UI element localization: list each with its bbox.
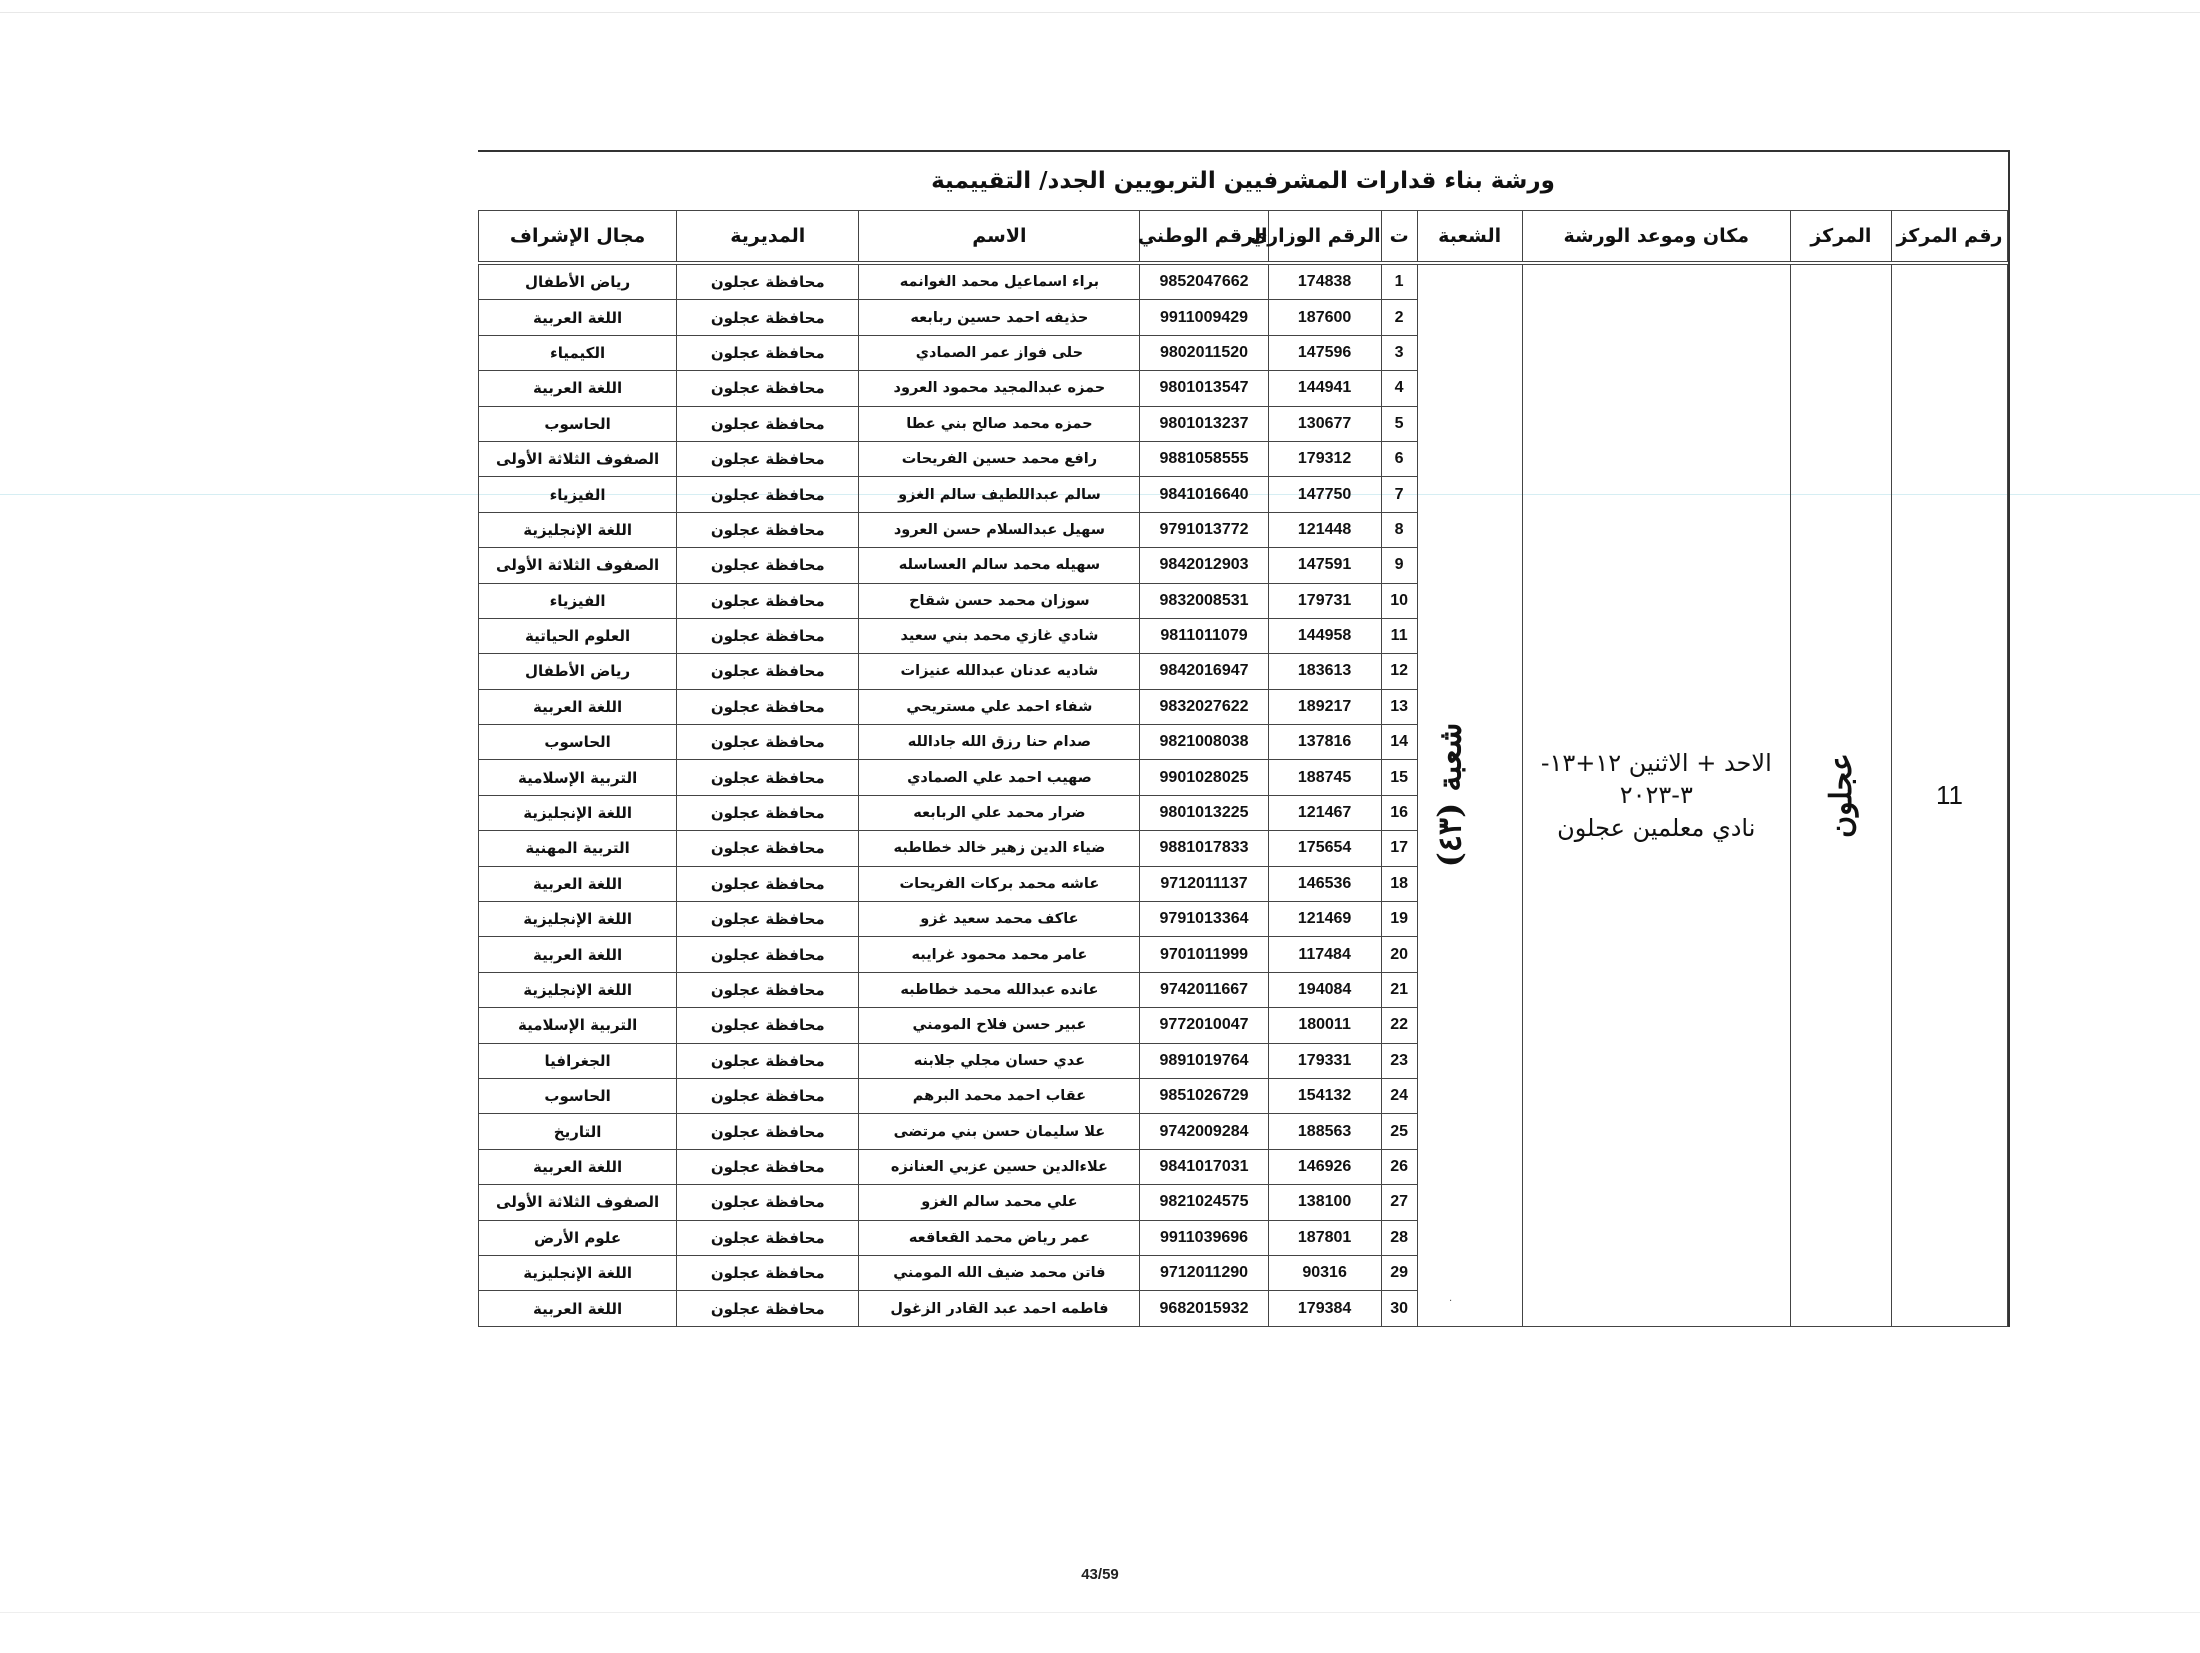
name-cell: حذيفه احمد حسين ربابعه: [859, 300, 1140, 335]
seq-cell: 14: [1381, 725, 1417, 760]
name-cell: ضرار محمد علي الربابعه: [859, 795, 1140, 830]
national-no-cell: 9841016640: [1140, 477, 1268, 512]
ministry-no-cell: 90316: [1268, 1255, 1381, 1290]
national-no-cell: 9791013364: [1140, 902, 1268, 937]
header-section: الشعبة: [1417, 211, 1522, 264]
national-no-cell: 9832027622: [1140, 689, 1268, 724]
directorate-cell: محافظة عجلون: [677, 406, 859, 441]
field-cell: العلوم الحياتية: [479, 618, 677, 653]
directorate-cell: محافظة عجلون: [677, 654, 859, 689]
ministry-no-cell: 179384: [1268, 1291, 1381, 1326]
ministry-no-cell: 175654: [1268, 831, 1381, 866]
field-cell: رياض الأطفال: [479, 263, 677, 300]
name-cell: عدي حسان مجلي جلابنه: [859, 1043, 1140, 1078]
name-cell: سالم عبداللطيف سالم الغزو: [859, 477, 1140, 512]
seq-cell: 10: [1381, 583, 1417, 618]
directorate-cell: محافظة عجلون: [677, 548, 859, 583]
section-text: شعبة (٤٣): [1430, 722, 1469, 868]
national-no-cell: 9802011520: [1140, 335, 1268, 370]
seq-cell: 11: [1381, 618, 1417, 653]
seq-cell: 24: [1381, 1078, 1417, 1113]
name-cell: علي محمد سالم الغزو: [859, 1185, 1140, 1220]
directorate-cell: محافظة عجلون: [677, 1078, 859, 1113]
directorate-cell: محافظة عجلون: [677, 371, 859, 406]
national-no-cell: 9701011999: [1140, 937, 1268, 972]
section-cell: [1417, 263, 1522, 1326]
header-field: مجال الإشراف: [479, 211, 677, 264]
name-cell: سوزان محمد حسن شقاح: [859, 583, 1140, 618]
name-cell: سهيله محمد سالم العساسله: [859, 548, 1140, 583]
directorate-cell: محافظة عجلون: [677, 1149, 859, 1184]
field-cell: اللغة الإنجليزية: [479, 512, 677, 547]
header-seq: ت: [1381, 211, 1417, 264]
field-cell: اللغة العربية: [479, 866, 677, 901]
field-cell: علوم الأرض: [479, 1220, 677, 1255]
field-cell: الحاسوب: [479, 725, 677, 760]
directorate-cell: محافظة عجلون: [677, 583, 859, 618]
seq-cell: 7: [1381, 477, 1417, 512]
field-cell: اللغة الإنجليزية: [479, 795, 677, 830]
name-cell: علاءالدين حسين عزبي العنانزه: [859, 1149, 1140, 1184]
ministry-no-cell: 174838: [1268, 263, 1381, 300]
field-cell: الصفوف الثلاثة الأولى: [479, 1185, 677, 1220]
name-cell: عاشه محمد بركات الفريحات: [859, 866, 1140, 901]
participants-table: [478, 210, 2008, 1327]
national-no-cell: 9881058555: [1140, 441, 1268, 476]
ministry-no-cell: 137816: [1268, 725, 1381, 760]
directorate-cell: محافظة عجلون: [677, 1220, 859, 1255]
seq-cell: 15: [1381, 760, 1417, 795]
center-name-cell: [1790, 263, 1891, 1326]
seq-cell: 12: [1381, 654, 1417, 689]
directorate-cell: محافظة عجلون: [677, 1255, 859, 1290]
field-cell: التربية المهنية: [479, 831, 677, 866]
seq-cell: 30: [1381, 1291, 1417, 1326]
header-ministry-no: الرقم الوزاري: [1268, 211, 1381, 264]
field-cell: اللغة العربية: [479, 1149, 677, 1184]
field-cell: اللغة العربية: [479, 937, 677, 972]
national-no-cell: 9772010047: [1140, 1008, 1268, 1043]
place-line-year: ٣-٢٠٢٣: [1619, 781, 1693, 810]
seq-cell: 9: [1381, 548, 1417, 583]
workshop-sheet: [478, 150, 2010, 1327]
ministry-no-cell: 179312: [1268, 441, 1381, 476]
seq-cell: 1: [1381, 263, 1417, 300]
directorate-cell: محافظة عجلون: [677, 689, 859, 724]
seq-cell: 4: [1381, 371, 1417, 406]
field-cell: اللغة العربية: [479, 371, 677, 406]
name-cell: شفاء احمد علي مستريحي: [859, 689, 1140, 724]
field-cell: اللغة العربية: [479, 689, 677, 724]
national-no-cell: 9832008531: [1140, 583, 1268, 618]
field-cell: الفيزياء: [479, 583, 677, 618]
national-no-cell: 9911039696: [1140, 1220, 1268, 1255]
national-no-cell: 9842016947: [1140, 654, 1268, 689]
directorate-cell: محافظة عجلون: [677, 795, 859, 830]
seq-cell: 17: [1381, 831, 1417, 866]
scan-artifact-line: [0, 1612, 2200, 1613]
directorate-cell: محافظة عجلون: [677, 335, 859, 370]
ministry-no-cell: 121467: [1268, 795, 1381, 830]
field-cell: الحاسوب: [479, 1078, 677, 1113]
ministry-no-cell: 187801: [1268, 1220, 1381, 1255]
national-no-cell: 9911009429: [1140, 300, 1268, 335]
seq-cell: 28: [1381, 1220, 1417, 1255]
name-cell: عبير حسن فلاح المومني: [859, 1008, 1140, 1043]
directorate-cell: محافظة عجلون: [677, 618, 859, 653]
national-no-cell: 9842012903: [1140, 548, 1268, 583]
ministry-no-cell: 147750: [1268, 477, 1381, 512]
name-cell: صدام حنا رزق الله جادالله: [859, 725, 1140, 760]
name-cell: حلى فواز عمر الصمادي: [859, 335, 1140, 370]
name-cell: عمر رياض محمد القعاقعه: [859, 1220, 1140, 1255]
ministry-no-cell: 183613: [1268, 654, 1381, 689]
national-no-cell: 9841017031: [1140, 1149, 1268, 1184]
national-no-cell: 9791013772: [1140, 512, 1268, 547]
ministry-no-cell: 117484: [1268, 937, 1381, 972]
national-no-cell: 9811011079: [1140, 618, 1268, 653]
name-cell: عقاب احمد محمد البرهم: [859, 1078, 1140, 1113]
seq-cell: 13: [1381, 689, 1417, 724]
seq-cell: 5: [1381, 406, 1417, 441]
name-cell: حمزه محمد صالح بني عطا: [859, 406, 1140, 441]
place-line-date: الاحد + الاثنين ١٢+١٣-: [1540, 748, 1772, 777]
name-cell: رافع محمد حسين الفريحات: [859, 441, 1140, 476]
name-cell: براء اسماعيل محمد الغوانمه: [859, 263, 1140, 300]
national-no-cell: 9901028025: [1140, 760, 1268, 795]
national-no-cell: 9821008038: [1140, 725, 1268, 760]
national-no-cell: 9801013225: [1140, 795, 1268, 830]
field-cell: التاريخ: [479, 1114, 677, 1149]
name-cell: شاديه عدنان عبدالله عنيزات: [859, 654, 1140, 689]
directorate-cell: محافظة عجلون: [677, 1043, 859, 1078]
ministry-no-cell: 187600: [1268, 300, 1381, 335]
national-no-cell: 9821024575: [1140, 1185, 1268, 1220]
field-cell: الصفوف الثلاثة الأولى: [479, 548, 677, 583]
field-cell: اللغة الإنجليزية: [479, 972, 677, 1007]
field-cell: التربية الإسلامية: [479, 1008, 677, 1043]
ministry-no-cell: 154132: [1268, 1078, 1381, 1113]
field-cell: الفيزياء: [479, 477, 677, 512]
seq-cell: 21: [1381, 972, 1417, 1007]
national-no-cell: 9712011290: [1140, 1255, 1268, 1290]
ministry-no-cell: 180011: [1268, 1008, 1381, 1043]
place-line-venue: نادي معلمين عجلون: [1557, 813, 1756, 842]
name-cell: صهيب احمد علي الصمادي: [859, 760, 1140, 795]
directorate-cell: محافظة عجلون: [677, 866, 859, 901]
directorate-cell: محافظة عجلون: [677, 1008, 859, 1043]
ministry-no-cell: 138100: [1268, 1185, 1381, 1220]
seq-cell: 23: [1381, 1043, 1417, 1078]
field-cell: الصفوف الثلاثة الأولى: [479, 441, 677, 476]
national-no-cell: 9881017833: [1140, 831, 1268, 866]
national-no-cell: 9682015932: [1140, 1291, 1268, 1326]
ministry-no-cell: 121448: [1268, 512, 1381, 547]
ministry-no-cell: 188745: [1268, 760, 1381, 795]
ministry-no-cell: 147591: [1268, 548, 1381, 583]
header-directorate: المديرية: [677, 211, 859, 264]
ministry-no-cell: 188563: [1268, 1114, 1381, 1149]
ministry-no-cell: 146926: [1268, 1149, 1381, 1184]
field-cell: اللغة الإنجليزية: [479, 1255, 677, 1290]
national-no-cell: 9801013237: [1140, 406, 1268, 441]
seq-cell: 22: [1381, 1008, 1417, 1043]
ministry-no-cell: 194084: [1268, 972, 1381, 1007]
scan-speck: ·: [1449, 1296, 1453, 1307]
seq-cell: 27: [1381, 1185, 1417, 1220]
directorate-cell: محافظة عجلون: [677, 1291, 859, 1326]
seq-cell: 25: [1381, 1114, 1417, 1149]
directorate-cell: محافظة عجلون: [677, 902, 859, 937]
seq-cell: 20: [1381, 937, 1417, 972]
ministry-no-cell: 189217: [1268, 689, 1381, 724]
table-row: [479, 263, 2008, 300]
ministry-no-cell: 144941: [1268, 371, 1381, 406]
name-cell: فاطمه احمد عبد القادر الزغول: [859, 1291, 1140, 1326]
header-name: الاسم: [859, 211, 1140, 264]
name-cell: فاتن محمد ضيف الله المومني: [859, 1255, 1140, 1290]
seq-cell: 18: [1381, 866, 1417, 901]
field-cell: الجغرافيا: [479, 1043, 677, 1078]
scan-artifact-line: [0, 12, 2200, 13]
directorate-cell: محافظة عجلون: [677, 725, 859, 760]
ministry-no-cell: 144958: [1268, 618, 1381, 653]
field-cell: التربية الإسلامية: [479, 760, 677, 795]
header-place-time: مكان وموعد الورشة: [1522, 211, 1790, 264]
ministry-no-cell: 179731: [1268, 583, 1381, 618]
national-no-cell: 9712011137: [1140, 866, 1268, 901]
center-number-cell: 11: [1891, 263, 2007, 1326]
directorate-cell: محافظة عجلون: [677, 831, 859, 866]
field-cell: اللغة الإنجليزية: [479, 902, 677, 937]
directorate-cell: محافظة عجلون: [677, 1185, 859, 1220]
name-cell: ضياء الدين زهير خالد خطاطبه: [859, 831, 1140, 866]
seq-cell: 16: [1381, 795, 1417, 830]
field-cell: الحاسوب: [479, 406, 677, 441]
directorate-cell: محافظة عجلون: [677, 972, 859, 1007]
ministry-no-cell: 147596: [1268, 335, 1381, 370]
name-cell: علا سليمان حسن بني مرتضى: [859, 1114, 1140, 1149]
name-cell: عاكف محمد سعيد غزو: [859, 902, 1140, 937]
seq-cell: 29: [1381, 1255, 1417, 1290]
field-cell: اللغة العربية: [479, 1291, 677, 1326]
header-national-no: الرقم الوطني: [1140, 211, 1268, 264]
header-center: المركز: [1790, 211, 1891, 264]
field-cell: رياض الأطفال: [479, 654, 677, 689]
directorate-cell: محافظة عجلون: [677, 937, 859, 972]
field-cell: الكيمياء: [479, 335, 677, 370]
ministry-no-cell: 146536: [1268, 866, 1381, 901]
directorate-cell: محافظة عجلون: [677, 1114, 859, 1149]
place-time-cell: [1522, 263, 1790, 1326]
directorate-cell: محافظة عجلون: [677, 512, 859, 547]
name-cell: عامر محمد محمود غرايبه: [859, 937, 1140, 972]
directorate-cell: محافظة عجلون: [677, 263, 859, 300]
name-cell: شادي غازي محمد بني سعيد: [859, 618, 1140, 653]
field-cell: اللغة العربية: [479, 300, 677, 335]
ministry-no-cell: 179331: [1268, 1043, 1381, 1078]
national-no-cell: 9851026729: [1140, 1078, 1268, 1113]
page-number: 43/59: [1081, 1566, 1119, 1583]
seq-cell: 3: [1381, 335, 1417, 370]
name-cell: عانده عبدالله محمد خطاطبه: [859, 972, 1140, 1007]
national-no-cell: 9742011667: [1140, 972, 1268, 1007]
header-center-number: رقم المركز: [1891, 211, 2007, 264]
seq-cell: 26: [1381, 1149, 1417, 1184]
seq-cell: 19: [1381, 902, 1417, 937]
seq-cell: 8: [1381, 512, 1417, 547]
seq-cell: 6: [1381, 441, 1417, 476]
directorate-cell: محافظة عجلون: [677, 477, 859, 512]
national-no-cell: 9852047662: [1140, 263, 1268, 300]
ministry-no-cell: 121469: [1268, 902, 1381, 937]
directorate-cell: محافظة عجلون: [677, 441, 859, 476]
name-cell: سهيل عبدالسلام حسن العرود: [859, 512, 1140, 547]
national-no-cell: 9742009284: [1140, 1114, 1268, 1149]
directorate-cell: محافظة عجلون: [677, 760, 859, 795]
table-header-row: [479, 211, 2008, 264]
national-no-cell: 9891019764: [1140, 1043, 1268, 1078]
sheet-title: ورشة بناء قدارات المشرفيين التربويين الجدد/ التقييمية: [931, 168, 1555, 194]
ministry-no-cell: 130677: [1268, 406, 1381, 441]
seq-cell: 2: [1381, 300, 1417, 335]
center-name-text: عجلون: [1823, 752, 1859, 838]
national-no-cell: 9801013547: [1140, 371, 1268, 406]
directorate-cell: محافظة عجلون: [677, 300, 859, 335]
name-cell: حمزه عبدالمجيد محمود العرود: [859, 371, 1140, 406]
